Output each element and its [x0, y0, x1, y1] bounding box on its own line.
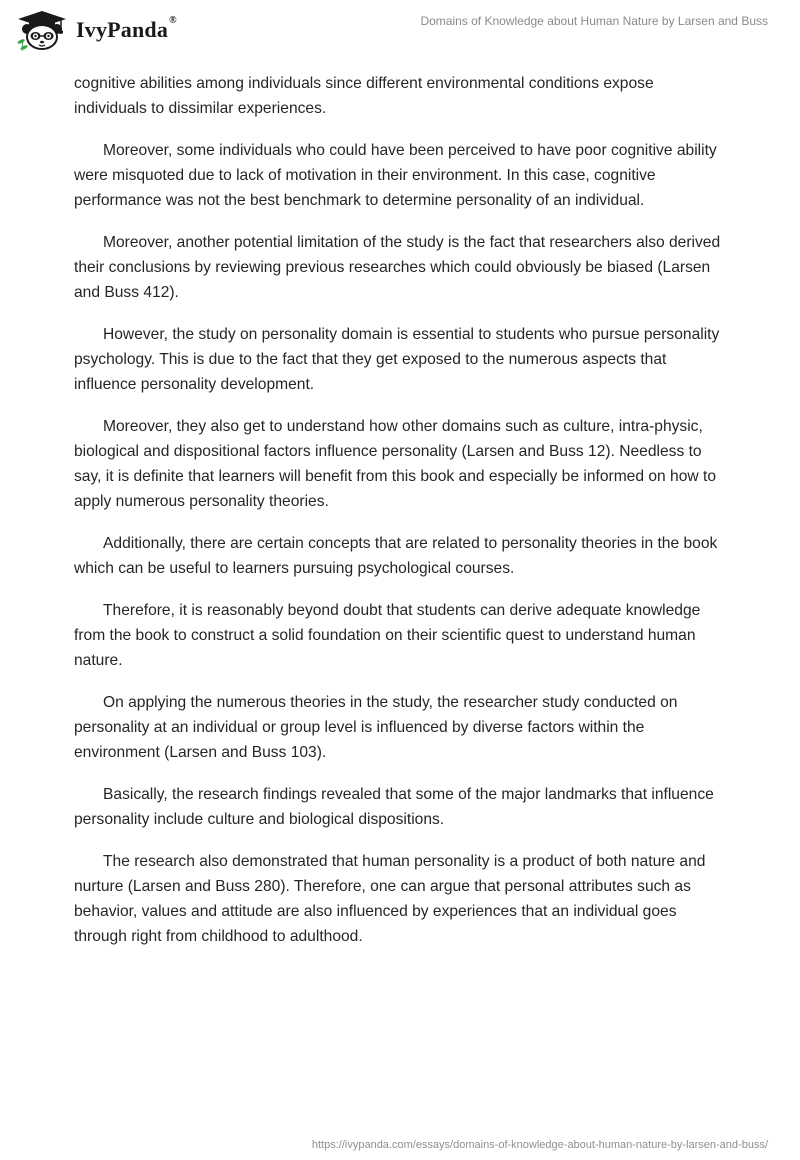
paragraph: However, the study on personality domain is essential to students who pursue personality psychology. This is due to the fact that they get exposed to the numerous aspects that influence personality development. — [74, 326, 720, 393]
ivypanda-logo[interactable] — [14, 9, 177, 51]
paragraph: On applying the numerous theories in the study, the researcher study conducted on personality at an individual or group level is influenced by diverse factors within the environment (Larsen and Buss 103). — [74, 694, 678, 761]
document-title: Domains of Knowledge about Human Nature by Larsen and Buss — [420, 14, 768, 28]
panda-graduate-icon — [14, 9, 70, 51]
essay-body — [74, 71, 726, 966]
paragraph: Moreover, another potential limitation of the study is the fact that researchers also derived their conclusions by reviewing previous researches which could obviously be biased (Larsen and Buss 412). — [74, 234, 721, 301]
page-header — [0, 0, 800, 60]
paragraph: Moreover, they also get to understand how other domains such as culture, intra-physic, biological and dispositional factors influence personality (Larsen and Buss 12). Needless to say, it is definite that learners will benefit from this book and especially be informed on how to apply numerous personality theories. — [74, 418, 716, 510]
registered-mark: ® — [169, 15, 177, 26]
paragraph: Therefore, it is reasonably beyond doubt that students can derive adequate knowledge from the book to construct a solid foundation on their scientific quest to understand human nature. — [74, 602, 701, 669]
paragraph: cognitive abilities among individuals since different environmental conditions expose individuals to dissimilar experiences. — [74, 75, 654, 117]
paragraph: Moreover, some individuals who could have been perceived to have poor cognitive ability were misquoted due to lack of motivation in their environment. In this case, cognitive performance was not the best benchmark to determine personality of an individual. — [74, 142, 717, 209]
paragraph: The research also demonstrated that human personality is a product of both nature and nurture (Larsen and Buss 280). Therefore, one can argue that personal attributes such as behavior, values and attitude are also influenced by experiences that an individual goes through right from childhood to adulthood. — [74, 853, 706, 945]
source-url-link[interactable]: https://ivypanda.com/essays/domains-of-knowledge-about-human-nature-by-larsen-and-buss/ — [311, 1139, 768, 1151]
paragraph: Additionally, there are certain concepts that are related to personality theories in the book which can be useful to learners pursuing psychological courses. — [74, 535, 718, 577]
paragraph: Basically, the research findings revealed that some of the major landmarks that influence personality include culture and biological dispositions. — [74, 786, 714, 828]
brand-name: IvyPanda® — [76, 15, 177, 42]
